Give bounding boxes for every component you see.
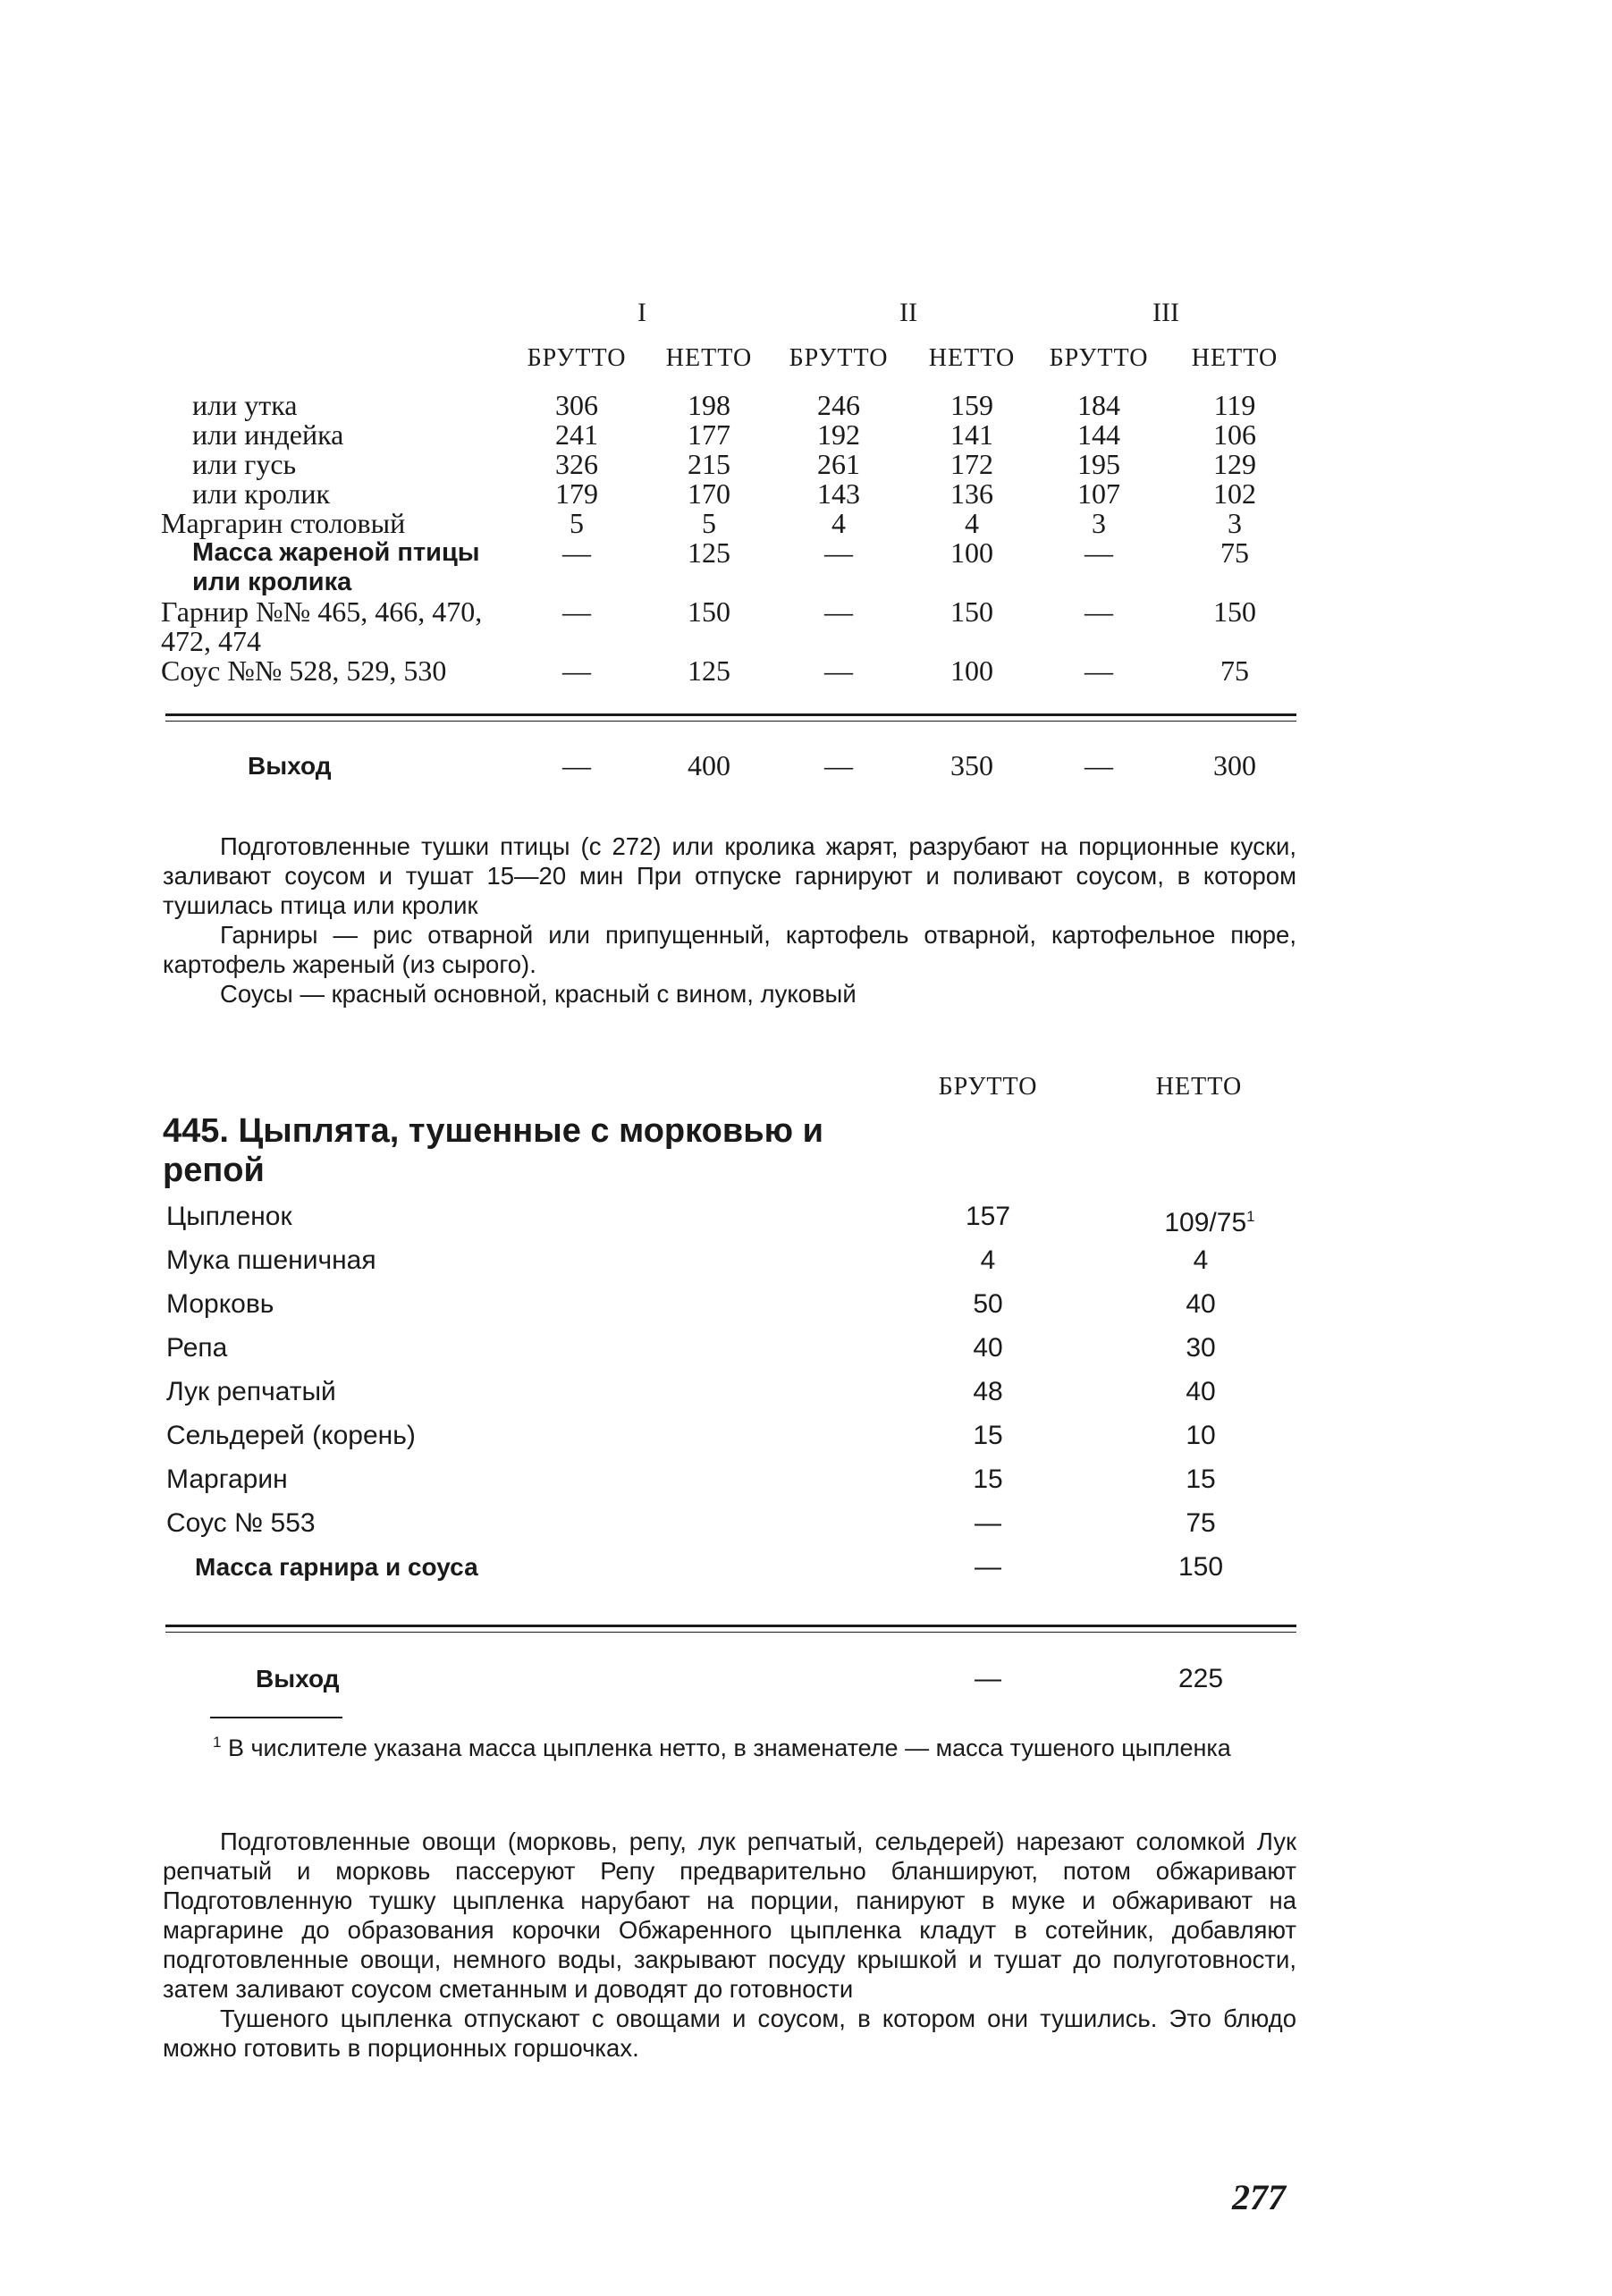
cell: 125 xyxy=(688,536,730,569)
paragraph: Гарниры — рис отварной или припущенный, картофель отварной, картофельное пюре, картофель жареный (из сырого). xyxy=(163,921,1296,978)
cell: 326 xyxy=(555,448,598,480)
cell: — xyxy=(562,749,591,781)
group-header-3: III xyxy=(1152,298,1179,327)
paragraph: Подготовленные овощи (морковь, репу, лук репчатый, сельдерей) нарезают соломкой Лук репчатый и морковь пассеруют Репу предварительно бланшируют, потом обжаривают Подготовленную тушку цыпленка нарубают на порции, панируют в муке и обжаривают на маргарине до образования корочки Обжаренного цыпленка кладут в сотейник, добавляют подготовленные овощи, немного воды, закрывают посуду крышкой и тушат до полуготовности, затем заливают соусом сметанным и доводят до готовности xyxy=(163,1828,1296,2003)
cell: — xyxy=(562,595,591,628)
footnote-mark: 1 xyxy=(213,1734,222,1751)
ingredient-label: Цыпленок xyxy=(166,1202,292,1231)
table-row xyxy=(161,538,1296,597)
table-row xyxy=(161,656,1296,686)
cell: 75 xyxy=(1220,654,1249,687)
table-row xyxy=(163,1505,1296,1542)
row-label: или утка xyxy=(192,389,298,421)
col-header-netto-3: НЕТТО xyxy=(1191,344,1279,372)
brutto-cell: 157 xyxy=(965,1202,1011,1231)
brutto-cell: 40 xyxy=(973,1333,1003,1363)
cell: 306 xyxy=(555,389,598,421)
col-header-netto-1: НЕТТО xyxy=(665,344,753,372)
footnote xyxy=(163,1727,1296,1763)
output-label: Выход xyxy=(248,752,332,780)
row-label: или кролик xyxy=(192,477,330,510)
table-1-divider-thin xyxy=(165,721,1296,722)
netto-cell: 4 xyxy=(1193,1245,1209,1275)
ingredient-label: Маргарин xyxy=(166,1465,288,1494)
brutto-cell: 50 xyxy=(973,1289,1003,1319)
brutto-cell: — xyxy=(975,1664,1001,1693)
table-row xyxy=(161,597,1296,656)
cell: — xyxy=(824,536,853,569)
cell: — xyxy=(1085,536,1113,569)
netto-cell: 30 xyxy=(1186,1333,1216,1363)
netto-cell: 40 xyxy=(1186,1289,1216,1319)
table-row xyxy=(161,391,1296,420)
cell: 107 xyxy=(1077,477,1120,510)
cell: 119 xyxy=(1213,389,1256,421)
recipe-title: 445. Цыплята, тушенные с морковью и репой xyxy=(163,1112,823,1189)
cell: — xyxy=(562,536,591,569)
cell: 4 xyxy=(831,507,846,539)
table-row xyxy=(163,1417,1296,1455)
row-label: или гусь xyxy=(192,448,297,480)
cell: — xyxy=(824,595,853,628)
cell: 3 xyxy=(1228,507,1242,539)
paragraph: Соусы — красный основной, красный с вином, луковый xyxy=(220,980,857,1008)
cell: 125 xyxy=(688,654,730,687)
brutto-cell: 4 xyxy=(980,1245,996,1275)
ingredient-label: Морковь xyxy=(166,1289,274,1319)
cell: 100 xyxy=(950,654,993,687)
cell: 150 xyxy=(688,595,730,628)
brutto-cell: 15 xyxy=(973,1421,1003,1450)
col-header-brutto-1: БРУТТО xyxy=(527,344,627,372)
table-1-divider xyxy=(165,713,1296,716)
ingredient-label: Соус № 553 xyxy=(166,1508,316,1538)
cell: 102 xyxy=(1213,477,1256,510)
cell: 100 xyxy=(950,536,993,569)
cell: — xyxy=(1085,654,1113,687)
cell: 150 xyxy=(1213,595,1256,628)
cell: 5 xyxy=(570,507,584,539)
brutto-cell: 48 xyxy=(973,1377,1003,1406)
netto-cell: 75 xyxy=(1186,1508,1216,1538)
table-row xyxy=(163,1242,1296,1279)
cell: 172 xyxy=(950,448,993,480)
table-row xyxy=(161,479,1296,509)
cell: 400 xyxy=(688,749,730,781)
row-label: Масса жареной птицы или кролика xyxy=(192,538,480,596)
cell: 350 xyxy=(950,749,993,781)
netto-cell: 40 xyxy=(1186,1377,1216,1406)
cell: — xyxy=(1085,595,1113,628)
cell: 143 xyxy=(817,477,860,510)
col-header-netto: НЕТТО xyxy=(1155,1073,1243,1101)
cell: 215 xyxy=(688,448,730,480)
cell: 300 xyxy=(1213,749,1256,781)
ingredient-label: Лук репчатый xyxy=(166,1377,336,1406)
cell: 241 xyxy=(555,418,598,451)
netto-cell: 10 xyxy=(1186,1421,1216,1450)
netto-cell: 225 xyxy=(1177,1664,1224,1693)
table-row xyxy=(163,1286,1296,1323)
table-row xyxy=(163,1373,1296,1411)
cell: — xyxy=(824,749,853,781)
col-header-netto-2: НЕТТО xyxy=(928,344,1016,372)
table-row xyxy=(163,1329,1296,1367)
cell: 198 xyxy=(688,389,730,421)
row-label: Соус №№ 528, 529, 530 xyxy=(161,654,447,687)
cell: 4 xyxy=(965,507,979,539)
row-label: Маргарин столовый xyxy=(161,507,406,539)
group-header-2: II xyxy=(899,298,917,327)
group-header-1: I xyxy=(637,298,646,327)
brutto-cell: — xyxy=(975,1552,1001,1582)
footnote-separator xyxy=(210,1717,342,1718)
cell: 246 xyxy=(817,389,860,421)
col-header-brutto: БРУТТО xyxy=(938,1073,1038,1101)
netto-cell: 150 xyxy=(1177,1552,1224,1582)
method-text-1 xyxy=(163,831,1296,1009)
cell: 170 xyxy=(688,477,730,510)
table-row xyxy=(161,420,1296,450)
cell: 129 xyxy=(1213,448,1256,480)
cell: 136 xyxy=(950,477,993,510)
table-row xyxy=(163,1461,1296,1498)
cell: — xyxy=(562,654,591,687)
cell: 5 xyxy=(702,507,716,539)
cell: 144 xyxy=(1077,418,1120,451)
ingredient-label: Масса гарнира и соуса xyxy=(195,1553,478,1581)
brutto-cell: — xyxy=(975,1508,1001,1538)
cell: 159 xyxy=(950,389,993,421)
cell: 141 xyxy=(950,418,993,451)
paragraph: Тушеного цыпленка отпускают с овощами и соусом, в котором они тушились. Это блюдо можно готовить в порционных горшочках. xyxy=(163,2005,1296,2062)
netto-cell: 15 xyxy=(1186,1465,1216,1494)
cell: 179 xyxy=(555,477,598,510)
cell: 261 xyxy=(817,448,860,480)
cell: 195 xyxy=(1077,448,1120,480)
cell: 150 xyxy=(950,595,993,628)
cell: 184 xyxy=(1077,389,1120,421)
col-header-brutto-2: БРУТТО xyxy=(789,344,889,372)
recipe-divider-thin xyxy=(165,1632,1296,1633)
netto-value: 109/75 xyxy=(1164,1208,1247,1237)
page-number: 277 xyxy=(1232,2177,1286,2217)
recipe-divider xyxy=(165,1625,1296,1627)
footnote-marker: 1 xyxy=(1246,1208,1255,1225)
cell: 75 xyxy=(1220,536,1249,569)
cell: 177 xyxy=(688,418,730,451)
table-row xyxy=(163,1549,1296,1586)
ingredient-label: Репа xyxy=(166,1333,228,1363)
output-row xyxy=(161,751,1296,781)
col-header-brutto-3: БРУТТО xyxy=(1049,344,1149,372)
ingredient-label: Сельдерей (корень) xyxy=(166,1421,416,1450)
cell: 106 xyxy=(1213,418,1256,451)
cell: 192 xyxy=(817,418,860,451)
row-label: или индейка xyxy=(192,418,344,451)
netto-cell xyxy=(1134,1198,1286,1242)
brutto-cell: 15 xyxy=(973,1465,1003,1494)
cell: 3 xyxy=(1092,507,1106,539)
cell: — xyxy=(1085,749,1113,781)
paragraph: Подготовленные тушки птицы (с 272) или кролика жарят, разрубают на порционные куски, заливают соусом и тушат 15—20 мин При отпуске гарнируют и поливают соусом, в котором тушилась птица или кролик xyxy=(163,832,1296,919)
output-label: Выход xyxy=(256,1665,340,1692)
table-row xyxy=(163,1198,1296,1236)
footnote-text: В числителе указана масса цыпленка нетто, в знаменателе — масса тушеного цыпленка xyxy=(227,1735,1231,1761)
ingredient-label: Мука пшеничная xyxy=(166,1245,376,1275)
table-row xyxy=(161,450,1296,479)
table-row xyxy=(161,509,1296,538)
output-row xyxy=(163,1660,1296,1698)
cell: — xyxy=(824,654,853,687)
row-label: Гарнир №№ 465, 466, 470, 472, 474 xyxy=(161,595,483,657)
method-text-2 xyxy=(163,1827,1296,2063)
